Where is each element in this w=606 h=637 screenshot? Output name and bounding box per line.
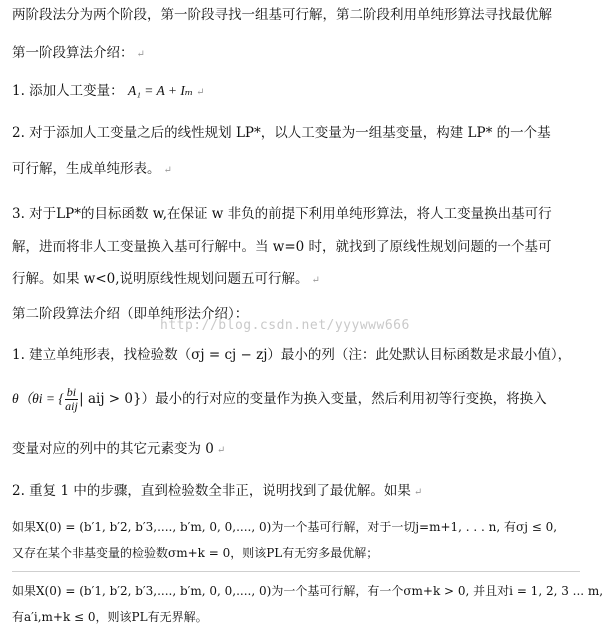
- divider: [12, 571, 580, 572]
- phase1-heading-text: 第一阶段算法介绍：: [12, 45, 134, 61]
- watermark: http://blog.csdn.net/yyywww666: [160, 318, 410, 333]
- step2-line2-text: 可行解，生成单纯形表。: [12, 161, 161, 177]
- step3-line2: 解，进而将非人工变量换入基可行解中。当 w=0 时，就找到了原线性规划问题的一个基可: [12, 239, 552, 255]
- case2-line2: 有a′i,m+k ≤ 0，则该PL有无界解。: [12, 610, 208, 624]
- phase2-step1-line3: [12, 440, 225, 460]
- step1-label: 1. 添加人工变量：: [12, 83, 124, 99]
- step1-line: [12, 82, 205, 102]
- return-mark: ↵: [163, 165, 172, 176]
- intro-paragraph: 两阶段法分为两个阶段，第一阶段寻找一组基可行解，第二阶段利用单纯形算法寻找最优解: [12, 7, 552, 23]
- step3-line1: 3. 对于LP*的目标函数 w,在保证 w 非负的前提下利用单纯形算法，将人工变量换出基可行: [12, 206, 552, 222]
- case1-line1: 如果X(0) = (b′1, b′2, b′3,...., b′m, 0, 0,...., 0)为一个基可行解，对于一切j=m+1, . . . n, 有σj ≤ 0,: [12, 520, 558, 534]
- return-mark: ↵: [136, 49, 145, 60]
- phase2-step1-line3-text: 变量对应的列中的其它元素变为 0: [12, 441, 214, 457]
- theta-suffix: | aij > 0}）最小的行对应的变量作为换入变量，然后利用初等行变换，将换入: [79, 391, 547, 407]
- case2-line1: 如果X(0) = (b′1, b′2, b′3,...., b′m, 0, 0,...., 0)为一个基可行解，有一个σm+k > 0, 并且对i = 1, 2, 3 ... m,: [12, 584, 604, 598]
- return-mark: ↵: [216, 445, 226, 456]
- phase2-step1-line1: 1. 建立单纯形表，找检验数（σj = cj − zj）最小的列（注：此处默认目标函数是求最小值），: [12, 347, 572, 363]
- phase2-step2-text: 2. 重复 1 中的步骤，直到检验数全非正，说明找到了最优解。如果: [12, 483, 411, 499]
- fraction-numerator: bi: [66, 385, 77, 399]
- case1-line2: 又存在某个非基变量的检验数σm+k = 0，则该PL有无穷多最优解；: [12, 546, 379, 560]
- theta-fraction: [65, 386, 78, 413]
- phase2-step2-line: [12, 482, 422, 502]
- phase2-step1-line2: [12, 386, 547, 413]
- phase2-heading: 第二阶段算法介绍（即单纯形法介绍）：: [12, 306, 249, 322]
- step2-line1: 2. 对于添加人工变量之后的线性规划 LP*，以人工变量为一组基变量，构建 LP* 的一个基: [12, 125, 551, 141]
- step2-line2: [12, 160, 172, 180]
- fraction-denominator: aij: [65, 399, 78, 413]
- return-mark: ↵: [311, 275, 320, 286]
- phase1-heading: [12, 44, 145, 64]
- return-mark: ↵: [196, 87, 205, 98]
- theta-prefix: θ（θi = {: [12, 391, 64, 406]
- return-mark: ↵: [413, 487, 423, 498]
- step3-line3: [12, 270, 320, 290]
- step1-formula: A₁ = A + Iₘ: [127, 83, 194, 98]
- step3-line3-text: 行解。如果 w<0,说明原线性规划问题五可行解。: [12, 271, 309, 287]
